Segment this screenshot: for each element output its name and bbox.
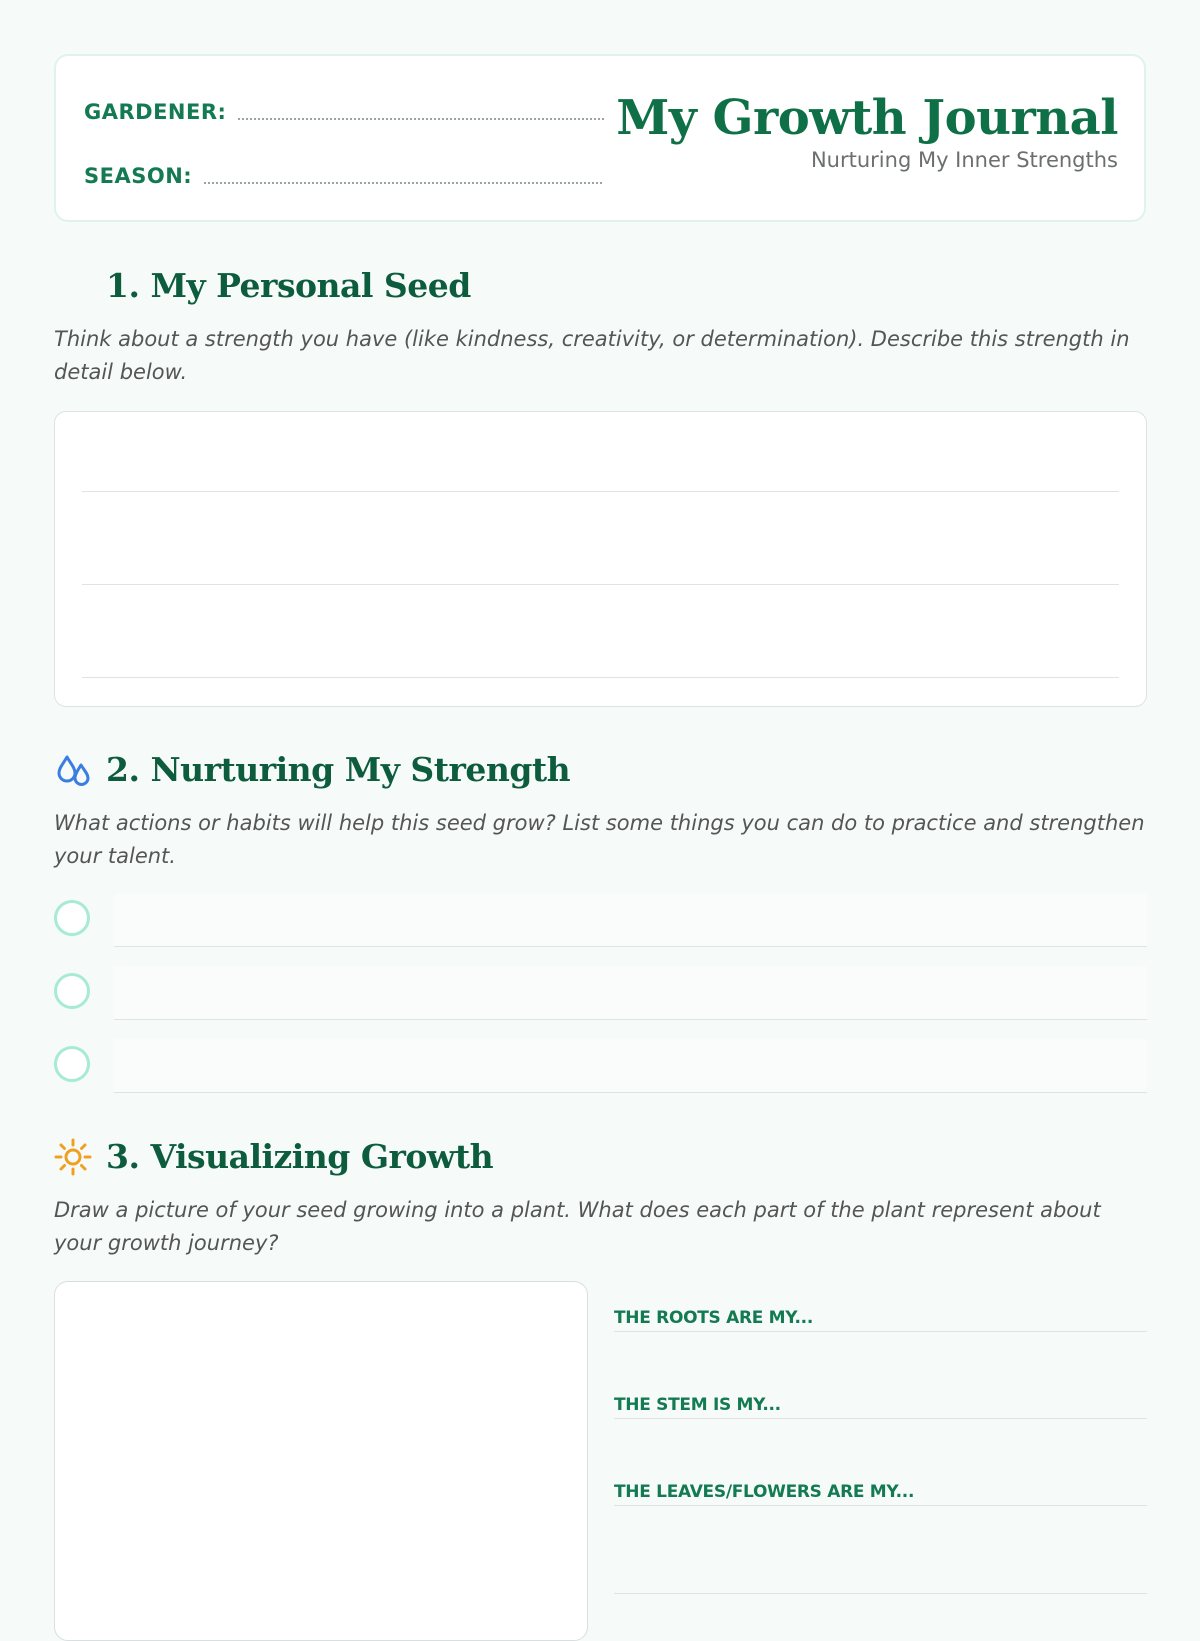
leaves-answer-line[interactable] — [614, 1505, 1147, 1506]
stem-prompt[interactable] — [614, 1395, 1147, 1419]
stem-prompt-label: THE STEM IS MY... — [614, 1395, 781, 1415]
section-2-heading — [54, 750, 570, 789]
leaves-prompt[interactable] — [614, 1482, 1147, 1506]
action-item-2[interactable] — [54, 966, 1147, 1020]
gardener-input-line[interactable] — [238, 118, 604, 120]
stem-answer-line[interactable] — [614, 1418, 1147, 1419]
header-card — [54, 54, 1146, 222]
section-1-title: 1. My Personal Seed — [106, 266, 471, 305]
section-1-heading — [54, 266, 471, 305]
action-input-line[interactable] — [114, 966, 1147, 1020]
season-field[interactable] — [84, 164, 602, 188]
roots-answer-line[interactable] — [614, 1331, 1147, 1332]
action-item-3[interactable] — [54, 1039, 1147, 1093]
page-title: My Growth Journal — [616, 90, 1118, 146]
writing-line — [82, 584, 1119, 585]
page-subtitle: Nurturing My Inner Strengths — [810, 148, 1118, 172]
section-3-instructions: Draw a picture of your seed growing into a plant. What does each part of the plant represent about your growth journey? — [54, 1198, 1101, 1255]
roots-prompt[interactable] — [614, 1308, 1147, 1332]
checkbox-circle[interactable] — [54, 900, 90, 936]
section-2-title: 2. Nurturing My Strength — [106, 750, 571, 789]
gardener-field[interactable] — [84, 100, 604, 124]
season-input-line[interactable] — [204, 182, 602, 184]
strength-writing-box[interactable] — [54, 411, 1147, 707]
extra-answer-line[interactable] — [614, 1593, 1147, 1594]
action-item-1[interactable] — [54, 893, 1147, 947]
checkbox-circle[interactable] — [54, 1046, 90, 1082]
season-label: SEASON: — [84, 164, 193, 188]
section-2-instructions: What actions or habits will help this seed grow? List some things you can do to practice and strengthen your talent. — [54, 811, 1145, 868]
leaves-prompt-label: THE LEAVES/FLOWERS ARE MY... — [614, 1482, 915, 1502]
checkbox-circle[interactable] — [54, 973, 90, 1009]
sun-icon — [54, 1138, 92, 1176]
writing-line — [82, 491, 1119, 492]
action-input-line[interactable] — [114, 1039, 1147, 1093]
extra-answer-row[interactable] — [614, 1567, 1147, 1594]
writing-line — [82, 677, 1119, 678]
section-3-title: 3. Visualizing Growth — [106, 1137, 494, 1176]
section-1-instructions: Think about a strength you have (like kindness, creativity, or determination). Describe this strength in detail below. — [54, 327, 1130, 384]
roots-prompt-label: THE ROOTS ARE MY... — [614, 1308, 813, 1328]
water-drops-icon — [54, 751, 92, 789]
drawing-area[interactable] — [54, 1281, 588, 1641]
action-input-line[interactable] — [114, 893, 1147, 947]
section-3-heading — [54, 1137, 493, 1176]
gardener-label: GARDENER: — [84, 100, 227, 124]
